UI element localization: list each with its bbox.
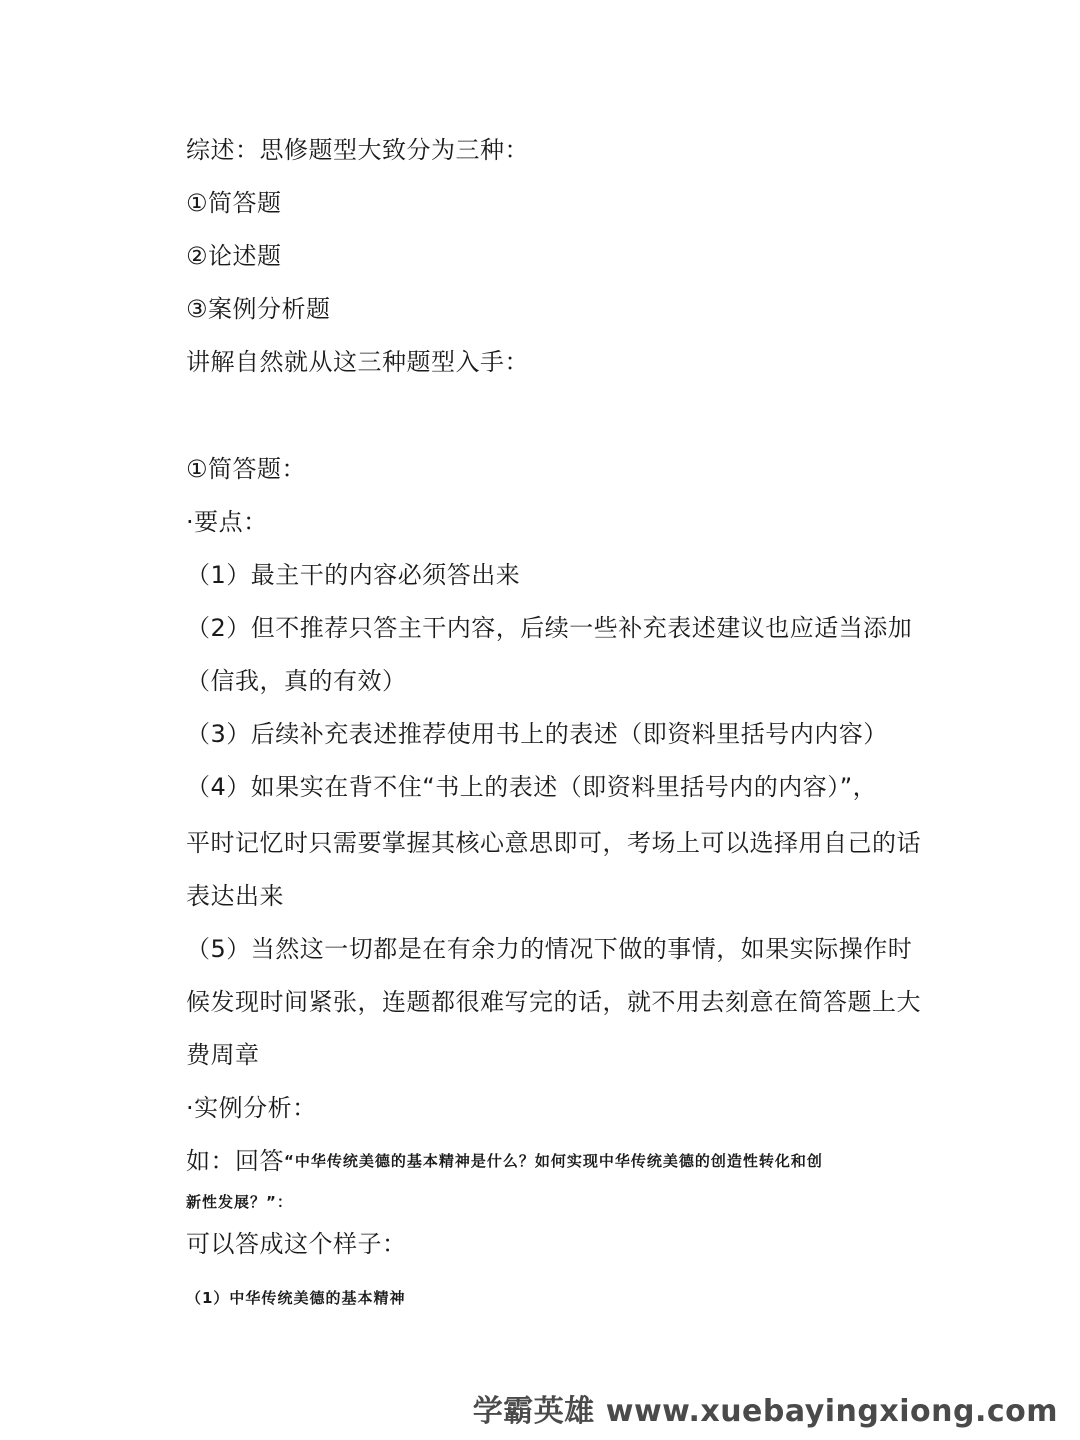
point-line: （2）但不推荐只答主干内容，后续一些补充表述建议也应适当添加 xyxy=(186,614,913,642)
points-heading: ·要点： xyxy=(186,508,268,536)
summary-line: 综述：思修题型大致分为三种： xyxy=(186,136,529,164)
example-question-line xyxy=(186,1145,906,1177)
point-line: 平时记忆时只需要掌握其核心意思即可，考场上可以选择用自己的话 xyxy=(186,829,921,857)
point-line: 表达出来 xyxy=(186,882,284,910)
example-heading: ·实例分析： xyxy=(186,1094,317,1122)
type-essay: ②论述题 xyxy=(186,242,282,270)
type-case-analysis: ③案例分析题 xyxy=(186,295,331,323)
point-line: （4）如果实在背不住“书上的表述（即资料里括号内的内容）”， xyxy=(186,773,878,801)
point-line: （3）后续补充表述推荐使用书上的表述（即资料里括号内内容） xyxy=(186,720,888,748)
example-question-continuation: 新性发展？”： xyxy=(186,1193,293,1211)
point-line: （信我，真的有效） xyxy=(186,667,407,695)
type-short-answer: ①简答题 xyxy=(186,189,282,217)
example-prefix: 如：回答 xyxy=(186,1147,284,1175)
point-line: （1）最主干的内容必须答出来 xyxy=(186,561,521,589)
answer-item: （1）中华传统美德的基本精神 xyxy=(186,1289,406,1307)
point-line: （5）当然这一切都是在有余力的情况下做的事情，如果实际操作时 xyxy=(186,935,913,963)
answer-intro: 可以答成这个样子： xyxy=(186,1230,407,1258)
approach-line: 讲解自然就从这三种题型入手： xyxy=(186,348,529,376)
point-line: 费周章 xyxy=(186,1041,260,1069)
site-watermark: 学霸英雄 www.xuebayingxiong.com xyxy=(472,1394,1058,1429)
point-line: 候发现时间紧张，连题都很难写完的话，就不用去刻意在简答题上大 xyxy=(186,988,921,1016)
section-title: ①简答题： xyxy=(186,455,307,483)
example-question-part1: “中华传统美德的基本精神是什么？如何实现中华传统美德的创造性转化和创 xyxy=(284,1152,823,1170)
